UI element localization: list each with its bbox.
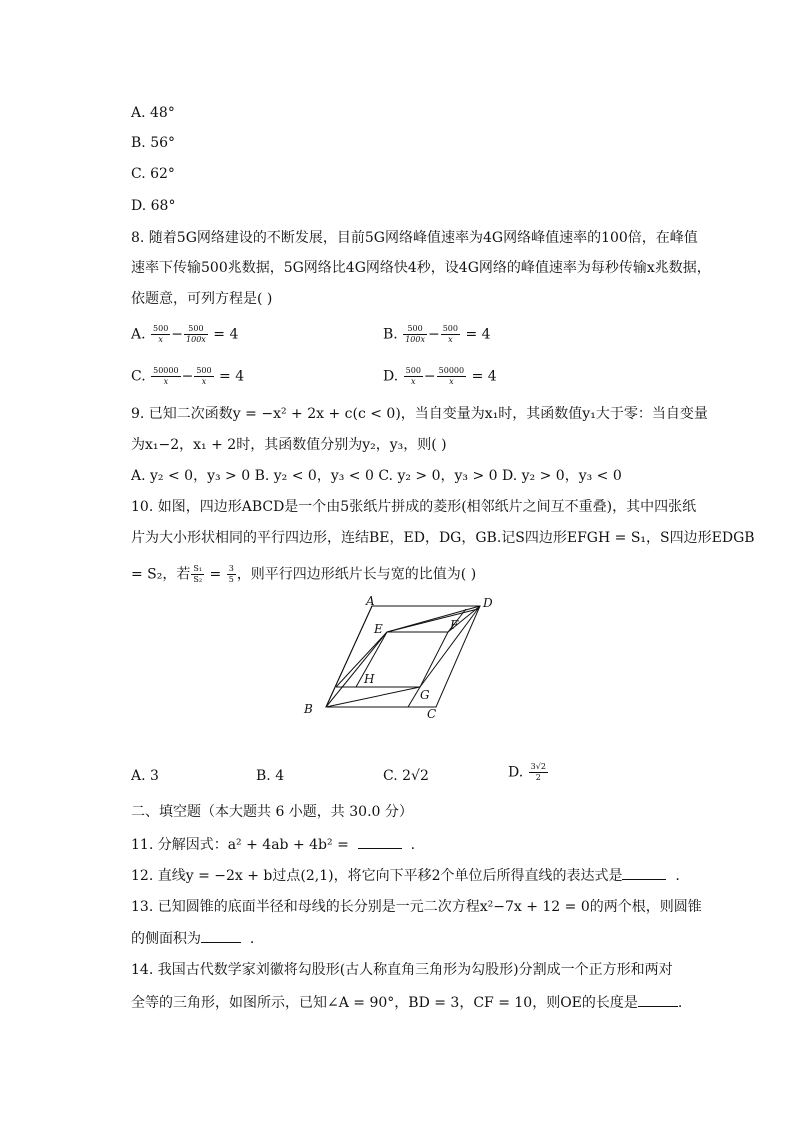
label-c: C [427,707,437,721]
q10-text-line2: 片为大小形状相同的平行四边形，连结BE，ED，DG，GB.记S四边形EFGH = S₁，S四边形EDGB [131,530,755,546]
q8-option-a: A. $\frac{500}{x}$ − $\frac{500}{100x}$ = 4 [131,324,239,344]
q14-text-line1: 14. 我国古代数学家刘徽将勾股形(古人称直角三角形为勾股形)分割成一个正方形和两对 [131,962,673,978]
q7-option-b: B. 56° [131,135,176,151]
q10-text-line3: = S₂，若 $\frac{\text{S₁}}{\text{S₂}}$ = $\frac{3}{5}$ ，则平行四边形纸片长与宽的比值为( ) [131,564,477,584]
answer-blank [201,928,241,943]
q8-text-line1: 8. 随着5G网络建设的不断发展，目前5G网络峰值速率为4G网络峰值速率的100倍，在峰值 [131,230,698,246]
fraction: $\frac{50000}{x}$ [438,366,465,386]
rhombus-figure [290,595,510,725]
q10-option-a: A. 3 [131,768,159,784]
q8-option-c: C. $\frac{50000}{x}$ − $\frac{500}{x}$ = 4 [131,366,245,386]
label-d: D [483,596,493,610]
q11-text: 11. 分解因式：a² + 4ab + 4b² = . [131,834,415,855]
option-label: C. [131,368,146,385]
answer-blank [622,865,666,880]
option-label: B. [383,326,398,343]
answer-blank [358,834,402,849]
q7-option-d: D. 68° [131,198,176,214]
fraction: $\frac{3√2}{2}$ [530,762,546,782]
q8-option-b: B. $\frac{500}{100x}$ − $\frac{500}{x}$ = 4 [383,324,491,344]
label-e: E [374,622,383,636]
q7-option-c: C. 62° [131,166,175,182]
label-b: B [304,702,313,716]
q9-text-line2: 为x₁−2，x₁ + 2时，其函数值分别为y₂，y₃，则( ) [131,437,447,453]
label-a: A [366,595,375,608]
fraction: $\frac{3}{5}$ [228,564,234,584]
label-f: F [450,618,459,632]
q13-text-line1: 13. 已知圆锥的底面半径和母线的长分别是一元二次方程x²−7x + 12 = 0的两个根，则圆锥 [131,899,702,915]
fraction: $\frac{500}{x}$ [153,324,169,344]
q8-text-line3: 依题意，可列方程是( ) [131,291,273,307]
answer-blank [638,992,678,1007]
q10-option-b: B. 4 [256,768,285,784]
q10-option-d: D. $\frac{3√2}{2}$ [508,762,546,782]
fraction: $\frac{500}{100x}$ [405,324,425,344]
fraction: $\frac{500}{x}$ [442,324,458,344]
segment-ed [387,606,480,632]
q13-text-line2: 的侧面积为 . [131,928,254,949]
label-h: H [364,672,375,686]
fraction: $\frac{500}{100x}$ [186,324,206,344]
q8-option-d: D. $\frac{500}{x}$ − $\frac{50000}{x}$ = 4 [383,366,497,386]
option-label: D. [383,368,399,385]
option-label: A. [131,326,146,343]
q9-options: A. y₂ < 0，y₃ > 0 B. y₂ < 0，y₃ < 0 C. y₂ > 0，y₃ > 0 D. y₂ > 0，y₃ < 0 [131,468,622,484]
q9-text-line1: 9. 已知二次函数y = −x² + 2x + c(c < 0)，当自变量为x₁时，其函数值y₁大于零：当自变量 [131,406,708,422]
section-heading: 二、填空题（本大题共 6 小题，共 30.0 分） [131,804,413,820]
q10-option-c: C. 2√2 [383,768,429,784]
fraction: $\frac{\text{S₁}}{\text{S₂}}$ [193,564,203,584]
q7-option-a: A. 48° [131,105,175,121]
fraction: $\frac{50000}{x}$ [153,366,179,386]
q12-text: 12. 直线y = −2x + b过点(2,1)，将它向下平移2个单位后所得直线的表达式是 . [131,865,680,886]
q8-text-line2: 速率下传输500兆数据，5G网络比4G网络快4秒，设4G网络的峰值速率为每秒传输x兆数据， [131,260,711,276]
fraction: $\frac{500}{x}$ [405,366,421,386]
q10-text-line1: 10. 如图，四边形ABCD是一个由5张纸片拼成的菱形(相邻纸片之间互不重叠)，其中四张纸 [131,499,697,515]
label-g: G [420,688,430,702]
fraction: $\frac{500}{x}$ [196,366,212,386]
q14-text-line2: 全等的三角形，如图所示，已知∠A = 90°，BD = 3，CF = 10，则OE的长度是 . [131,992,682,1013]
